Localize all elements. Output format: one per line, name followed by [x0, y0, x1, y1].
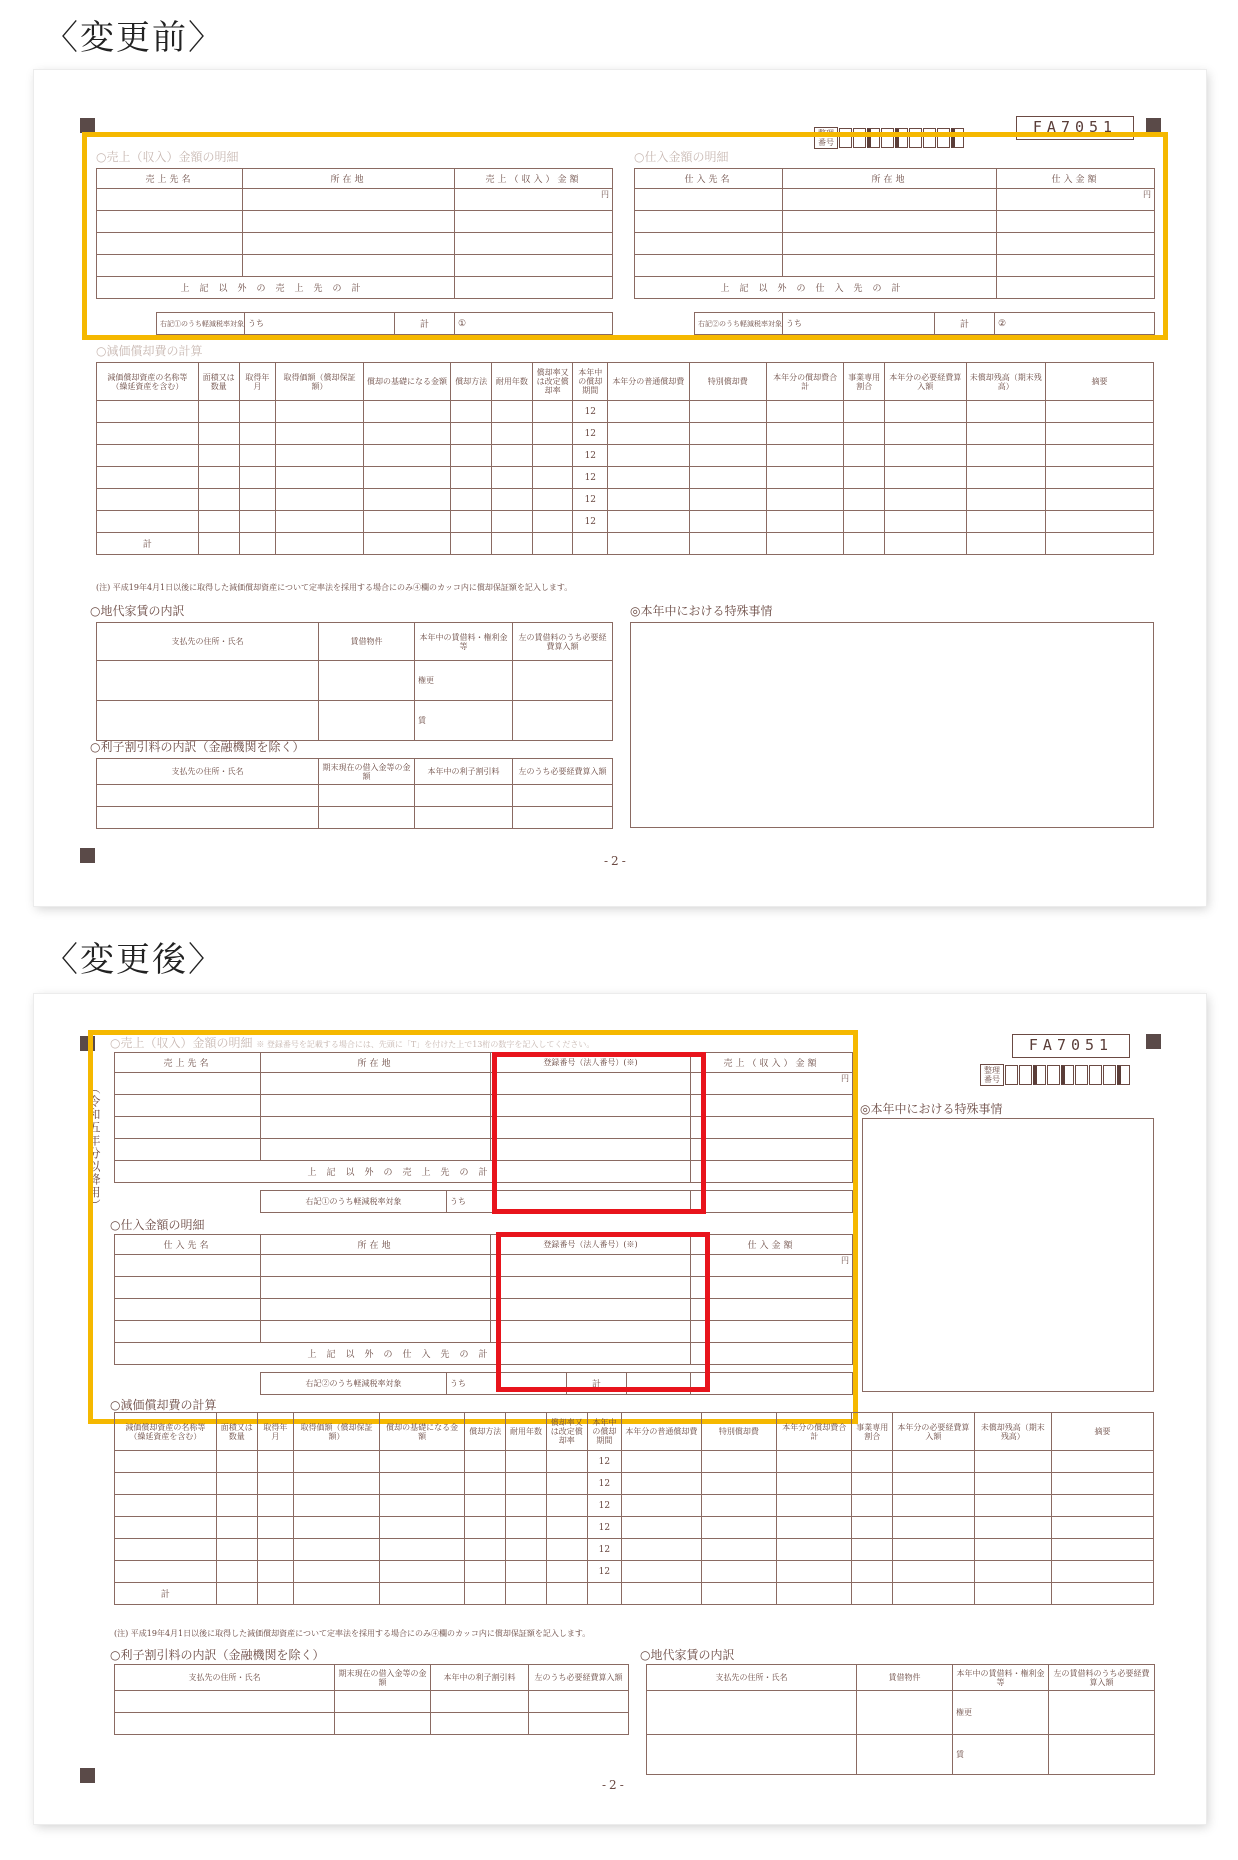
purchases-total-label: 上記以外の仕入先の計: [635, 277, 997, 299]
purchases-title: ○仕入金額の明細: [634, 150, 729, 164]
interest-title: ○利子割引料の内訳（金融機関を除く）: [110, 1648, 325, 1662]
purchases-total-label: 上記以外の仕入先の計: [115, 1343, 691, 1365]
special-title: ◎本年中における特殊事情: [630, 604, 773, 618]
purchases-title: ○仕入金額の明細: [110, 1218, 205, 1232]
rent-title: ○地代家賃の内訳: [640, 1648, 735, 1662]
interest-title: ○利子割引料の内訳（金融機関を除く）: [90, 740, 305, 754]
corner-marker: [1146, 1034, 1161, 1049]
corner-marker: [80, 848, 95, 863]
interest-table: 支払先の住所・氏名 期末現在の借入金等の金額 本年中の利子割引料 左のうち必要経費算入額: [96, 758, 613, 829]
purchases-reduced-row: 右記②のうち軽減税率対象 うち 計: [260, 1372, 853, 1395]
purchases-reduced-row: 右記②のうち軽減税率対象 うち 計 ②: [694, 312, 1155, 335]
page-number: -2-: [604, 854, 629, 868]
sales-reduced-row: 右記①のうち軽減税率対象 うち 計 ①: [156, 312, 613, 335]
purchases-table: 仕入先名 所在地 仕入金額 円 上記以外の仕入先の計: [634, 168, 1155, 299]
seiri-label: 整理番号: [814, 127, 838, 149]
rent-title: ○地代家賃の内訳: [90, 604, 185, 618]
special-box: [630, 622, 1154, 828]
sales-total-label: 上記以外の売上先の計: [97, 277, 455, 299]
purchases-table: 仕入先名 所在地 登録番号（法人番号）(※) 仕入金額 円 上記以外の仕入先の計: [114, 1234, 853, 1365]
form-code: FA7051: [1016, 116, 1134, 140]
special-box: [862, 1118, 1154, 1392]
highlight-red-sales-registration: [492, 1052, 706, 1214]
depreciation-table: 減価償却資産の名称等（繰延資産を含む） 面積又は数量 取得年月 取得価額（償却保証額） 償却の基礎になる金額 償却方法 耐用年数 償却率又は改定償却率 本年中の償却期間 本年分の普通償却費 特別償却費 本年分の償却費合計 事業専用割合 本年分の必要経費算入額 未償却残高（期末残高） 摘要 12 12 12 12 12 12 計: [96, 362, 1154, 555]
form-sheet-after: [34, 994, 1206, 1824]
corner-marker: [80, 1768, 95, 1783]
depreciation-note: (注) 平成19年4月1日以後に取得した減価償却資産について定率法を採用する場合にのみ④欄のカッコ内に償却保証額を記入します。: [114, 1629, 591, 1638]
sales-table: 売上先名 所在地 売上（収入）金額 円 上記以外の売上先の計: [96, 168, 613, 299]
sales-reduced-row: 右記①のうち軽減税率対象 うち: [260, 1190, 853, 1213]
highlight-yellow-before: [82, 132, 1168, 340]
sales-table: 売上先名 所在地 登録番号（法人番号）(※) 売上（収入）金額 円 上記以外の売上先の計: [114, 1052, 853, 1183]
rent-table: 支払先の住所・氏名 賃借物件 本年中の賃借料・権利金等 左の賃借料のうち必要経費算入額 権更 賃: [96, 622, 613, 741]
seiri-label: 整理番号: [980, 1064, 1004, 1086]
depreciation-title: ○減価償却費の計算: [96, 344, 203, 358]
form-code: FA7051: [1012, 1034, 1130, 1058]
special-title: ◎本年中における特殊事情: [860, 1102, 1003, 1116]
page-number: -2-: [602, 1778, 627, 1792]
sales-total-label: 上記以外の売上先の計: [115, 1161, 691, 1183]
depreciation-table: 減価償却資産の名称等（繰延資産を含む） 面積又は数量 取得年月 取得価額（償却保証額） 償却の基礎になる金額 償却方法 耐用年数 償却率又は改定償却率 本年中の償却期間 本年分の普通償却費 特別償却費 本年分の償却費合計 事業専用割合 本年分の必要経費算入額 未償却残高（期末残高） 摘要 12 12 12 12 12 12 計: [114, 1412, 1154, 1605]
sales-title: ○売上（収入）金額の明細 ※ 登録番号を記載する場合には、先頭に「T」を付けた上で13桁の数字を記入してください。: [110, 1036, 595, 1050]
heading-after: 〈変更後〉: [44, 940, 224, 980]
year-side-note: （令和五年分以降用）: [87, 1082, 101, 1212]
highlight-yellow-after: [88, 1030, 858, 1424]
depreciation-title: ○減価償却費の計算: [110, 1398, 217, 1412]
depreciation-note: (注) 平成19年4月1日以後に取得した減価償却資産について定率法を採用する場合にのみ④欄のカッコ内に償却保証額を記入します。: [96, 583, 573, 592]
highlight-red-purchases-registration: [496, 1232, 710, 1392]
heading-before: 〈変更前〉: [44, 18, 224, 58]
corner-marker: [1146, 118, 1161, 133]
sales-title: ○売上（収入）金額の明細: [96, 150, 239, 164]
form-sheet-before: [34, 70, 1206, 906]
corner-marker: [80, 118, 95, 133]
seiri-number: [980, 1064, 1130, 1086]
rent-table: 支払先の住所・氏名 賃借物件 本年中の賃借料・権利金等 左の賃借料のうち必要経費算入額 権更 賃: [646, 1664, 1155, 1775]
interest-table: 支払先の住所・氏名 期末現在の借入金等の金額 本年中の利子割引料 左のうち必要経費算入額: [114, 1664, 629, 1735]
